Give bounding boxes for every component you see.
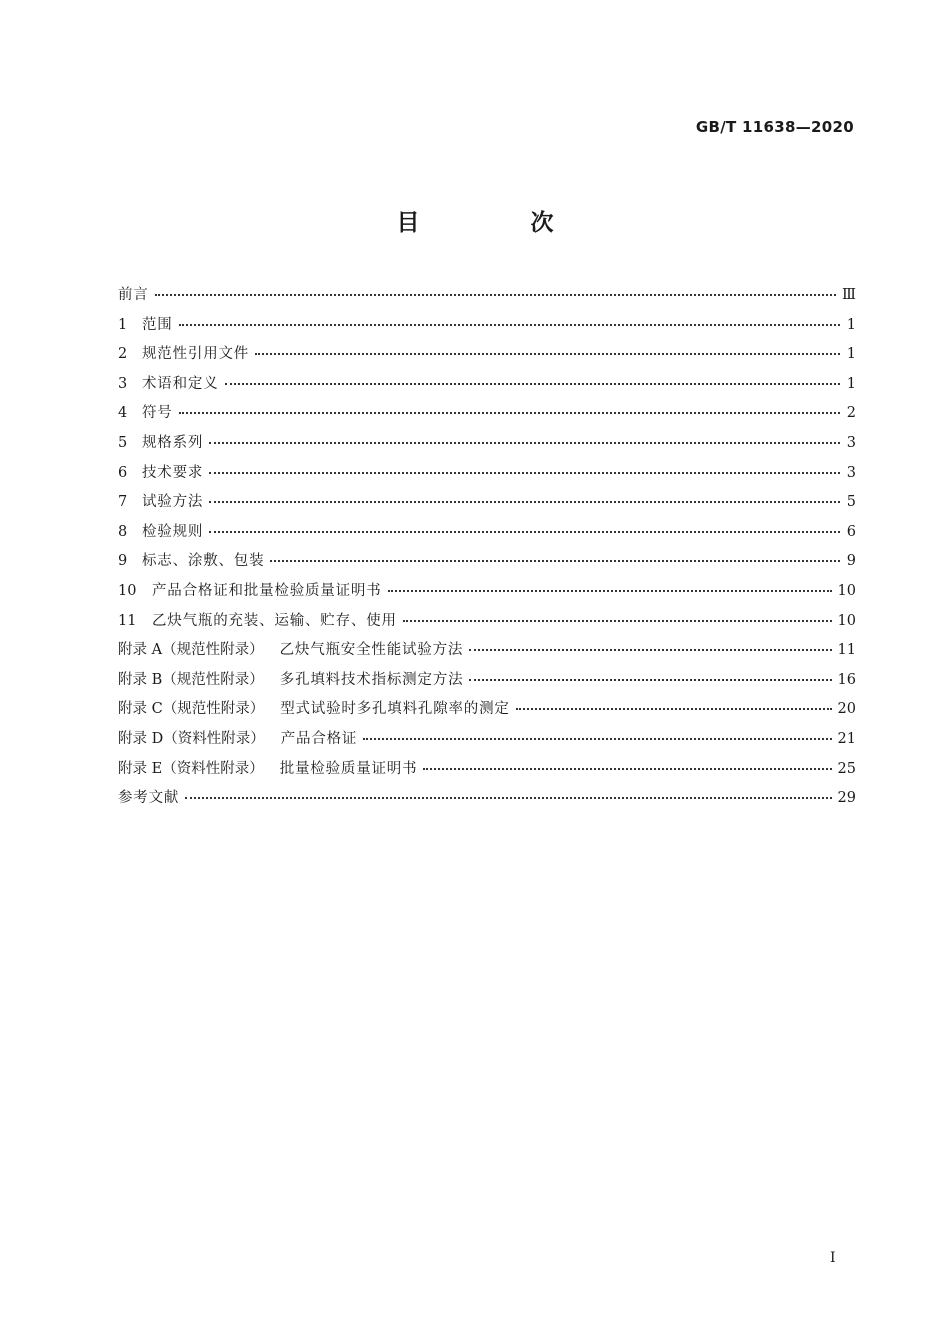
toc-number: 9 — [118, 553, 128, 570]
toc-number: 4 — [118, 405, 128, 422]
toc-leader — [270, 560, 840, 562]
toc-number: 6 — [118, 464, 128, 481]
page-title: 目 次 — [396, 210, 598, 236]
toc-leader — [403, 620, 832, 622]
toc-row[interactable] — [118, 757, 856, 787]
toc-label: 范围 — [142, 316, 173, 333]
toc-appendix: 附录 C（规范性附录） — [118, 701, 265, 718]
toc-page: 10 — [837, 582, 856, 599]
toc-row[interactable] — [118, 490, 856, 520]
toc-number: 3 — [118, 375, 128, 392]
toc-page: 21 — [837, 730, 856, 747]
toc-number: 2 — [118, 346, 128, 363]
toc-number: 7 — [118, 494, 128, 511]
toc-label: 乙炔气瓶安全性能试验方法 — [279, 642, 464, 659]
toc-page: 9 — [846, 553, 856, 570]
toc-label: 检验规则 — [142, 523, 204, 540]
toc-row[interactable] — [118, 431, 856, 461]
toc-row[interactable] — [118, 697, 856, 727]
toc-label: 试验方法 — [142, 494, 204, 511]
toc-label: 多孔填料技术指标测定方法 — [279, 671, 464, 688]
toc-number: 10 — [118, 582, 137, 599]
standard-code: GB/T 11638—2020 — [695, 118, 854, 136]
toc-row[interactable] — [118, 638, 856, 668]
table-of-contents — [118, 283, 856, 816]
toc-page: 20 — [837, 701, 856, 718]
toc-row[interactable] — [118, 461, 856, 491]
toc-appendix: 附录 A（规范性附录） — [118, 642, 264, 659]
toc-number: 11 — [118, 612, 137, 629]
toc-row[interactable] — [118, 342, 856, 372]
toc-row[interactable] — [118, 520, 856, 550]
toc-label: 技术要求 — [142, 464, 204, 481]
toc-row[interactable] — [118, 609, 856, 639]
toc-row[interactable] — [118, 727, 856, 757]
toc-page: Ⅲ — [842, 287, 856, 303]
toc-label: 产品合格证 — [280, 730, 358, 747]
toc-label: 批量检验质量证明书 — [279, 760, 418, 777]
toc-leader — [209, 472, 840, 474]
toc-leader — [423, 768, 831, 770]
toc-page: 5 — [846, 494, 856, 511]
toc-label: 标志、涂敷、包装 — [142, 553, 265, 570]
page-number: I — [830, 1250, 836, 1266]
toc-row[interactable] — [118, 579, 856, 609]
toc-row[interactable] — [118, 668, 856, 698]
toc-page: 11 — [837, 642, 856, 659]
toc-label: 规范性引用文件 — [142, 346, 250, 363]
toc-leader — [179, 412, 840, 414]
toc-label: 规格系列 — [142, 434, 204, 451]
toc-page: 10 — [837, 612, 856, 629]
toc-page: 3 — [846, 464, 856, 481]
toc-number: 5 — [118, 434, 128, 451]
toc-appendix: 附录 D（资料性附录） — [118, 730, 265, 747]
toc-appendix: 附录 E（资料性附录） — [118, 760, 264, 777]
toc-page: 29 — [837, 790, 856, 807]
toc-appendix: 附录 B（规范性附录） — [118, 671, 264, 688]
toc-leader — [516, 708, 832, 710]
toc-page: 25 — [837, 760, 856, 777]
toc-leader — [179, 324, 840, 326]
toc-leader — [255, 353, 840, 355]
toc-row[interactable] — [118, 283, 856, 313]
toc-leader — [209, 531, 840, 533]
toc-number: 1 — [118, 316, 128, 333]
toc-row[interactable] — [118, 786, 856, 816]
toc-label: 型式试验时多孔填料孔隙率的测定 — [280, 701, 510, 718]
toc-row[interactable] — [118, 313, 856, 343]
toc-label: 乙炔气瓶的充装、运输、贮存、使用 — [152, 612, 397, 629]
toc-page: 6 — [846, 523, 856, 540]
toc-leader — [363, 738, 831, 740]
toc-leader — [388, 590, 832, 592]
toc-label: 术语和定义 — [142, 375, 219, 392]
toc-leader — [185, 797, 831, 799]
toc-leader — [225, 383, 841, 385]
toc-label: 产品合格证和批量检验质量证明书 — [152, 582, 382, 599]
toc-page: 1 — [846, 346, 856, 363]
toc-label: 参考文献 — [118, 790, 180, 807]
toc-page: 1 — [846, 375, 856, 392]
toc-number: 8 — [118, 523, 128, 540]
toc-leader — [155, 294, 836, 296]
toc-page: 16 — [837, 671, 856, 688]
toc-leader — [469, 649, 831, 651]
toc-row[interactable] — [118, 401, 856, 431]
toc-leader — [469, 679, 831, 681]
toc-label: 前言 — [118, 287, 149, 303]
toc-leader — [209, 501, 840, 503]
toc-row[interactable] — [118, 372, 856, 402]
toc-label: 符号 — [142, 405, 173, 422]
toc-page: 2 — [846, 405, 856, 422]
toc-leader — [209, 442, 840, 444]
toc-page: 3 — [846, 434, 856, 451]
toc-page: 1 — [846, 316, 856, 333]
toc-row[interactable] — [118, 549, 856, 579]
